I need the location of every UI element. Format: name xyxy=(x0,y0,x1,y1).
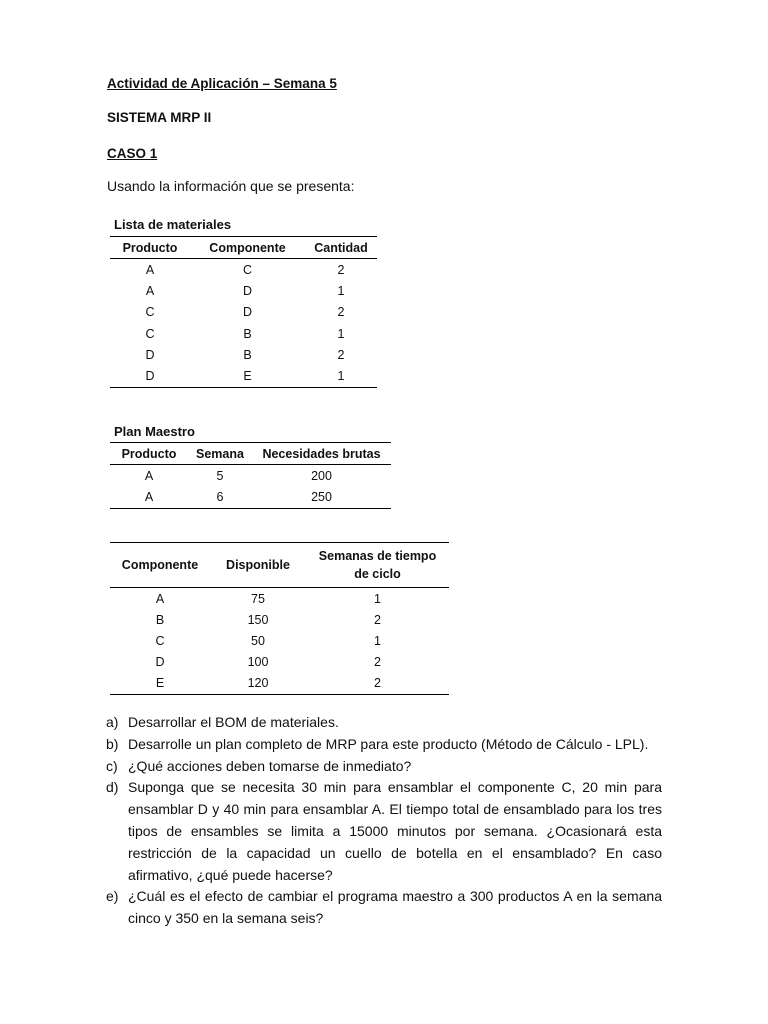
bom-table xyxy=(110,236,377,388)
table-cell: 200 xyxy=(311,468,332,483)
table-cell: 75 xyxy=(251,591,265,606)
table-cell: C xyxy=(145,305,155,320)
table-cell: E xyxy=(155,676,165,691)
column-header: Cantidad xyxy=(305,237,377,259)
table-cell: C xyxy=(145,326,155,341)
table-cell: D xyxy=(145,347,155,362)
column-header: Necesidades brutas xyxy=(252,443,391,465)
question-label: c) xyxy=(106,757,118,774)
table-row xyxy=(110,609,449,630)
column-header: Semana xyxy=(188,443,252,465)
list-item xyxy=(106,777,662,886)
question-label: b) xyxy=(106,735,119,752)
table-cell: 1 xyxy=(337,283,345,298)
list-item xyxy=(106,756,662,778)
table-cell: 5 xyxy=(216,468,224,483)
table-cell: 100 xyxy=(247,655,269,670)
table-row xyxy=(110,344,377,365)
table-cell: 6 xyxy=(216,490,224,505)
column-header: Semanas de tiempo de ciclo xyxy=(306,543,449,588)
inventory-table xyxy=(110,542,449,695)
table-cell: 2 xyxy=(374,655,381,670)
question-text: Desarrollar el BOM de materiales. xyxy=(128,714,339,730)
table-cell: D xyxy=(242,305,253,320)
question-text: Desarrolle un plan completo de MRP para este producto (Método de Cálculo - LPL). xyxy=(128,735,649,752)
table-cell: B xyxy=(155,612,165,627)
column-header: Producto xyxy=(110,237,190,259)
intro-text: Usando la información que se presenta: xyxy=(107,178,355,194)
table-cell: A xyxy=(145,283,155,298)
question-text: Suponga que se necesita 30 min para ensamblar el componente C, 20 min para ensamblar D y 40 min para ensamblar A. El tiempo total de ensamblado para los tres tipos de ensambles se limita a 15000 minutos por semana. ¿Ocasionará esta restricción de la capacidad un cuello de botella en el ensamblado? En caso afirmativo, ¿qué puede hacerse? xyxy=(128,779,662,883)
table-header-row xyxy=(110,543,449,588)
table-cell: A xyxy=(144,490,154,505)
table-row xyxy=(110,487,391,509)
table-cell: E xyxy=(243,369,252,384)
master-plan-table xyxy=(110,442,391,509)
question-text: ¿Qué acciones deben tomarse de inmediato? xyxy=(128,757,412,774)
table-cell: A xyxy=(145,262,155,277)
table-row xyxy=(110,302,377,323)
table-cell: D xyxy=(145,369,155,384)
table-cell: 150 xyxy=(247,612,269,627)
table-cell: B xyxy=(243,347,252,362)
table-row xyxy=(110,465,391,487)
table-cell: 1 xyxy=(374,633,381,648)
table-row xyxy=(110,673,449,695)
table-header-row xyxy=(110,443,391,465)
column-header: Producto xyxy=(110,443,188,465)
table-cell: 2 xyxy=(337,262,345,277)
question-text: ¿Cuál es el efecto de cambiar el programa maestro a 300 productos A en la semana cinco y 350 en la semana seis? xyxy=(128,888,662,927)
case-heading: CASO 1 xyxy=(107,146,158,161)
table-row xyxy=(110,588,449,610)
table-cell: 2 xyxy=(374,612,381,627)
table-row xyxy=(110,323,377,344)
questions-list xyxy=(106,712,662,930)
page-subtitle: SISTEMA MRP II xyxy=(107,110,212,125)
table-row xyxy=(110,280,377,301)
table-cell: 1 xyxy=(337,326,345,341)
table-cell: 2 xyxy=(337,347,345,362)
table-cell: A xyxy=(144,468,154,483)
table-cell: C xyxy=(242,262,253,277)
table-cell: B xyxy=(243,326,252,341)
table-row xyxy=(110,259,377,281)
bom-table-caption: Lista de materiales xyxy=(114,217,232,232)
table-row xyxy=(110,652,449,673)
table-cell: D xyxy=(242,283,253,298)
list-item xyxy=(106,734,662,756)
question-label: e) xyxy=(106,888,119,905)
question-label: a) xyxy=(106,714,119,730)
table-cell: 120 xyxy=(247,676,269,691)
question-label: d) xyxy=(106,779,119,796)
table-cell: 250 xyxy=(311,490,332,505)
list-item xyxy=(106,712,662,734)
column-header: Disponible xyxy=(210,543,306,588)
table-header-row xyxy=(110,237,377,259)
column-header: Componente xyxy=(110,543,210,588)
table-cell: 1 xyxy=(374,591,381,606)
page-title: Actividad de Aplicación – Semana 5 xyxy=(107,76,337,91)
table-cell: D xyxy=(155,655,165,670)
column-header: Componente xyxy=(190,237,305,259)
master-plan-caption: Plan Maestro xyxy=(114,424,195,439)
table-cell: C xyxy=(155,633,165,648)
table-row xyxy=(110,630,449,651)
table-row xyxy=(110,365,377,387)
table-cell: A xyxy=(155,591,165,606)
table-cell: 2 xyxy=(337,305,345,320)
table-cell: 1 xyxy=(337,369,345,384)
list-item xyxy=(106,886,662,930)
table-cell: 50 xyxy=(251,633,265,648)
table-cell: 2 xyxy=(374,676,381,691)
